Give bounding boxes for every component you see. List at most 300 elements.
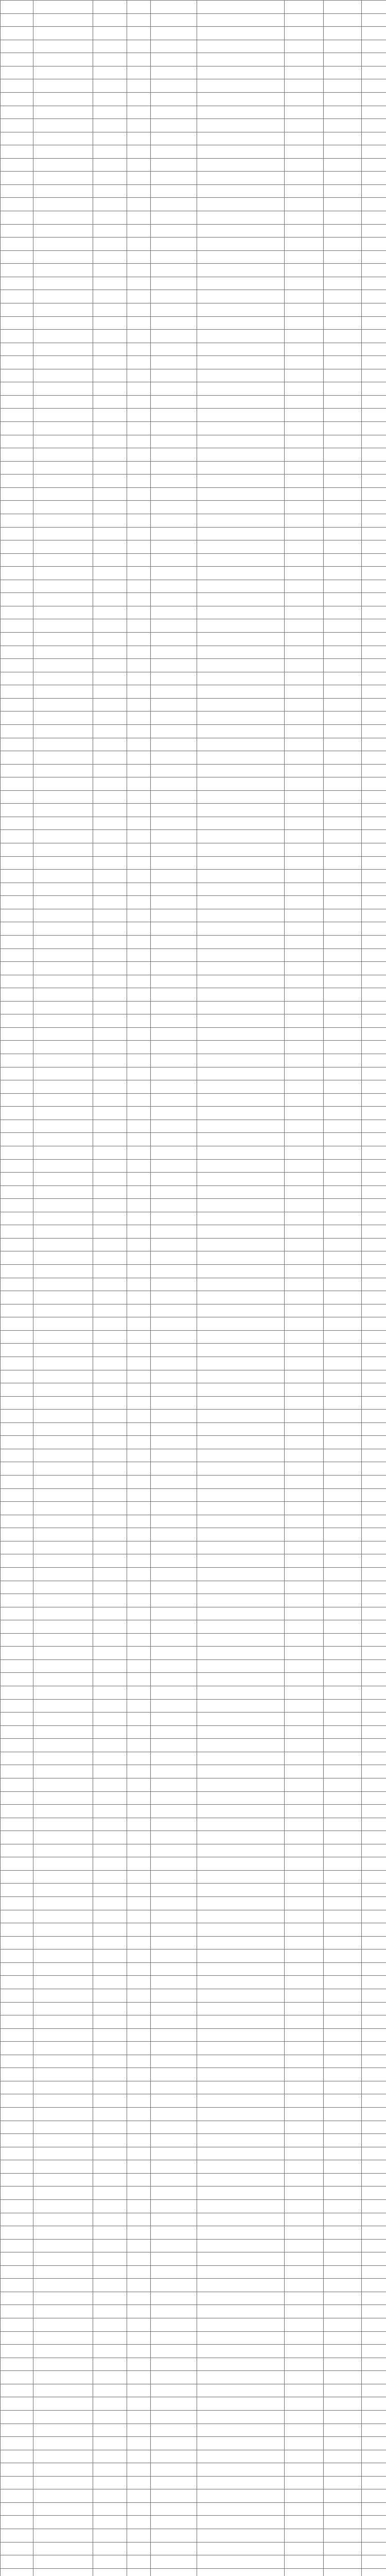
table-cell bbox=[151, 27, 197, 40]
table-cell bbox=[362, 1870, 386, 1884]
table-cell bbox=[33, 2042, 93, 2055]
table-cell bbox=[1, 1870, 33, 1884]
table-cell bbox=[285, 2199, 324, 2213]
table-cell bbox=[33, 2265, 93, 2279]
table-cell bbox=[151, 764, 197, 777]
table-cell bbox=[127, 2397, 151, 2411]
table-row bbox=[1, 633, 386, 646]
table-row bbox=[1, 106, 386, 119]
table-cell bbox=[151, 1238, 197, 1251]
table-cell bbox=[285, 685, 324, 699]
table-cell bbox=[285, 1713, 324, 1726]
table-cell bbox=[362, 224, 386, 238]
table-cell bbox=[197, 224, 285, 238]
table-cell bbox=[285, 448, 324, 462]
table-cell bbox=[127, 1159, 151, 1173]
table-cell bbox=[127, 1212, 151, 1225]
table-cell bbox=[197, 1897, 285, 1910]
table-cell bbox=[93, 435, 127, 448]
table-cell bbox=[324, 422, 362, 435]
table-cell bbox=[324, 2397, 362, 2411]
table-cell bbox=[93, 948, 127, 962]
table-cell bbox=[33, 238, 93, 251]
table-cell bbox=[285, 2345, 324, 2358]
table-cell bbox=[362, 698, 386, 711]
table-cell bbox=[151, 804, 197, 817]
table-cell bbox=[1, 856, 33, 870]
table-cell bbox=[197, 2476, 285, 2489]
table-cell bbox=[197, 1093, 285, 1107]
table-cell bbox=[33, 92, 93, 106]
table-cell bbox=[362, 1647, 386, 1660]
table-cell bbox=[93, 2502, 127, 2516]
table-cell bbox=[324, 1976, 362, 1989]
table-cell bbox=[362, 2345, 386, 2358]
table-cell bbox=[362, 1422, 386, 1436]
table-cell bbox=[127, 2437, 151, 2450]
table-cell bbox=[33, 1462, 93, 1476]
table-cell bbox=[362, 132, 386, 145]
table-cell bbox=[33, 382, 93, 396]
table-cell bbox=[197, 13, 285, 27]
table-cell bbox=[127, 2424, 151, 2437]
table-cell bbox=[127, 724, 151, 738]
table-cell bbox=[151, 1225, 197, 1239]
table-cell bbox=[1, 2437, 33, 2450]
table-cell bbox=[151, 1251, 197, 1265]
table-cell bbox=[285, 356, 324, 369]
table-cell bbox=[362, 1633, 386, 1647]
table-cell bbox=[93, 1278, 127, 1291]
table-cell bbox=[324, 2226, 362, 2240]
table-cell bbox=[285, 935, 324, 948]
table-cell bbox=[127, 1699, 151, 1713]
table-cell bbox=[151, 1923, 197, 1937]
table-cell bbox=[33, 2108, 93, 2121]
table-cell bbox=[93, 606, 127, 619]
table-row bbox=[1, 1673, 386, 1686]
table-cell bbox=[324, 1001, 362, 1014]
table-cell bbox=[93, 1647, 127, 1660]
table-cell bbox=[362, 1212, 386, 1225]
table-cell bbox=[1, 1212, 33, 1225]
table-cell bbox=[33, 711, 93, 725]
table-cell bbox=[127, 1133, 151, 1146]
table-cell bbox=[33, 119, 93, 132]
table-cell bbox=[127, 856, 151, 870]
table-row bbox=[1, 1936, 386, 1950]
table-cell bbox=[127, 764, 151, 777]
table-cell bbox=[285, 698, 324, 711]
table-cell bbox=[151, 1027, 197, 1041]
table-cell bbox=[151, 1436, 197, 1449]
table-cell bbox=[1, 1330, 33, 1344]
table-cell bbox=[285, 2028, 324, 2042]
table-row bbox=[1, 1054, 386, 1067]
table-cell bbox=[324, 356, 362, 369]
table-cell bbox=[324, 461, 362, 474]
table-cell bbox=[33, 2279, 93, 2292]
table-cell bbox=[285, 2042, 324, 2055]
table-cell bbox=[93, 474, 127, 488]
table-cell bbox=[324, 1831, 362, 1844]
table-cell bbox=[127, 1436, 151, 1449]
table-cell bbox=[1, 2055, 33, 2068]
table-cell bbox=[197, 1396, 285, 1410]
table-cell bbox=[285, 1344, 324, 1357]
table-cell bbox=[362, 2437, 386, 2450]
table-cell bbox=[285, 2450, 324, 2463]
table-cell bbox=[362, 1752, 386, 1765]
table-cell bbox=[324, 1884, 362, 1897]
table-cell bbox=[1, 461, 33, 474]
table-cell bbox=[362, 2463, 386, 2477]
table-row bbox=[1, 1410, 386, 1423]
table-row bbox=[1, 1581, 386, 1594]
table-cell bbox=[324, 2516, 362, 2529]
table-cell bbox=[285, 1212, 324, 1225]
table-cell bbox=[324, 487, 362, 501]
table-cell bbox=[362, 53, 386, 66]
table-cell bbox=[362, 527, 386, 540]
table-cell bbox=[1, 1857, 33, 1871]
table-row bbox=[1, 1133, 386, 1146]
table-cell bbox=[33, 2476, 93, 2489]
table-cell bbox=[151, 698, 197, 711]
table-cell bbox=[151, 172, 197, 185]
table-cell bbox=[33, 2239, 93, 2252]
table-cell bbox=[324, 2081, 362, 2094]
table-row bbox=[1, 1607, 386, 1620]
table-row bbox=[1, 250, 386, 264]
table-cell bbox=[285, 1594, 324, 1607]
table-cell bbox=[1, 1225, 33, 1239]
table-cell bbox=[1, 1765, 33, 1778]
table-cell bbox=[151, 1778, 197, 1791]
table-cell bbox=[197, 1107, 285, 1120]
table-cell bbox=[1, 1897, 33, 1910]
table-cell bbox=[285, 1857, 324, 1871]
table-cell bbox=[324, 1594, 362, 1607]
table-cell bbox=[1, 962, 33, 975]
table-cell bbox=[197, 1027, 285, 1041]
table-cell bbox=[324, 804, 362, 817]
table-cell bbox=[1, 2081, 33, 2094]
table-cell bbox=[151, 264, 197, 277]
table-cell bbox=[197, 896, 285, 909]
table-cell bbox=[285, 2529, 324, 2543]
table-cell bbox=[285, 2463, 324, 2477]
table-cell bbox=[33, 1778, 93, 1791]
table-cell bbox=[127, 2108, 151, 2121]
table-cell bbox=[33, 1422, 93, 1436]
table-cell bbox=[362, 382, 386, 396]
table-cell bbox=[197, 1014, 285, 1028]
table-row bbox=[1, 975, 386, 988]
table-cell bbox=[127, 646, 151, 659]
table-cell bbox=[1, 1659, 33, 1673]
table-cell bbox=[93, 698, 127, 711]
table-cell bbox=[151, 2134, 197, 2147]
table-row bbox=[1, 1647, 386, 1660]
table-cell bbox=[285, 1067, 324, 1080]
table-cell bbox=[151, 2213, 197, 2226]
table-cell bbox=[285, 172, 324, 185]
table-row bbox=[1, 1962, 386, 1976]
table-cell bbox=[93, 1659, 127, 1673]
table-cell bbox=[33, 2529, 93, 2543]
table-cell bbox=[197, 2450, 285, 2463]
table-cell bbox=[151, 1554, 197, 1568]
table-cell bbox=[127, 1001, 151, 1014]
table-row bbox=[1, 1554, 386, 1568]
table-cell bbox=[151, 2002, 197, 2015]
table-cell bbox=[1, 1647, 33, 1660]
table-cell bbox=[1, 870, 33, 883]
table-row bbox=[1, 2358, 386, 2371]
table-cell bbox=[33, 1725, 93, 1739]
table-cell bbox=[33, 633, 93, 646]
table-cell bbox=[151, 382, 197, 396]
table-row bbox=[1, 1080, 386, 1094]
table-cell bbox=[1, 567, 33, 580]
table-cell bbox=[33, 1476, 93, 1489]
table-cell bbox=[127, 2516, 151, 2529]
table-cell bbox=[93, 2397, 127, 2411]
table-cell bbox=[324, 1950, 362, 1963]
table-row bbox=[1, 527, 386, 540]
table-cell bbox=[127, 2002, 151, 2015]
table-cell bbox=[127, 448, 151, 462]
table-cell bbox=[324, 2002, 362, 2015]
table-cell bbox=[127, 870, 151, 883]
table-cell bbox=[324, 1962, 362, 1976]
table-cell bbox=[1, 1725, 33, 1739]
table-cell bbox=[362, 1805, 386, 1818]
table-cell bbox=[33, 2134, 93, 2147]
table-cell bbox=[324, 1, 362, 14]
table-cell bbox=[127, 2134, 151, 2147]
table-cell bbox=[1, 1541, 33, 1554]
table-cell bbox=[93, 1581, 127, 1594]
table-row bbox=[1, 2516, 386, 2529]
table-cell bbox=[1, 2463, 33, 2477]
table-cell bbox=[127, 540, 151, 554]
table-cell bbox=[197, 909, 285, 922]
table-cell bbox=[324, 777, 362, 791]
table-cell bbox=[197, 830, 285, 843]
table-cell bbox=[93, 198, 127, 211]
table-row bbox=[1, 211, 386, 225]
table-cell bbox=[93, 1910, 127, 1923]
table-cell bbox=[127, 751, 151, 765]
table-cell bbox=[1, 172, 33, 185]
table-cell bbox=[197, 316, 285, 330]
table-cell bbox=[362, 1831, 386, 1844]
table-cell bbox=[1, 158, 33, 172]
table-cell bbox=[285, 2121, 324, 2134]
table-cell bbox=[127, 1173, 151, 1186]
table-row bbox=[1, 119, 386, 132]
table-cell bbox=[93, 211, 127, 225]
table-cell bbox=[93, 356, 127, 369]
table-cell bbox=[324, 211, 362, 225]
table-cell bbox=[197, 540, 285, 554]
table-cell bbox=[285, 1725, 324, 1739]
table-cell bbox=[151, 1725, 197, 1739]
table-cell bbox=[324, 1199, 362, 1212]
table-cell bbox=[93, 633, 127, 646]
table-cell bbox=[127, 1422, 151, 1436]
table-cell bbox=[1, 2318, 33, 2332]
table-row bbox=[1, 1897, 386, 1910]
table-cell bbox=[127, 66, 151, 79]
table-row bbox=[1, 685, 386, 699]
table-cell bbox=[33, 1528, 93, 1541]
table-cell bbox=[362, 896, 386, 909]
table-cell bbox=[93, 777, 127, 791]
table-cell bbox=[362, 2371, 386, 2384]
table-cell bbox=[151, 817, 197, 830]
table-cell bbox=[362, 1278, 386, 1291]
table-cell bbox=[1, 356, 33, 369]
table-cell bbox=[285, 158, 324, 172]
table-cell bbox=[197, 1278, 285, 1291]
table-cell bbox=[285, 619, 324, 633]
table-cell bbox=[1, 804, 33, 817]
table-cell bbox=[33, 2568, 93, 2576]
table-cell bbox=[93, 53, 127, 66]
table-cell bbox=[362, 1093, 386, 1107]
table-cell bbox=[197, 1291, 285, 1304]
table-cell bbox=[324, 2318, 362, 2332]
table-cell bbox=[1, 1344, 33, 1357]
table-cell bbox=[285, 1923, 324, 1937]
table-row bbox=[1, 1884, 386, 1897]
table-cell bbox=[127, 738, 151, 751]
table-cell bbox=[127, 948, 151, 962]
table-cell bbox=[197, 790, 285, 804]
table-cell bbox=[33, 1567, 93, 1581]
table-row bbox=[1, 1778, 386, 1791]
table-row bbox=[1, 1304, 386, 1317]
table-cell bbox=[127, 975, 151, 988]
table-cell bbox=[127, 395, 151, 409]
table-cell bbox=[324, 2108, 362, 2121]
table-cell bbox=[1, 1462, 33, 1476]
table-cell bbox=[197, 2094, 285, 2108]
table-cell bbox=[151, 2094, 197, 2108]
table-cell bbox=[151, 1476, 197, 1489]
table-cell bbox=[127, 1581, 151, 1594]
table-cell bbox=[151, 395, 197, 409]
table-cell bbox=[33, 1120, 93, 1133]
table-cell bbox=[197, 1410, 285, 1423]
table-row bbox=[1, 2305, 386, 2318]
table-cell bbox=[285, 290, 324, 303]
table-cell bbox=[197, 448, 285, 462]
table-cell bbox=[93, 40, 127, 53]
table-row bbox=[1, 2081, 386, 2094]
table-cell bbox=[362, 2397, 386, 2411]
table-cell bbox=[151, 2476, 197, 2489]
table-row bbox=[1, 2371, 386, 2384]
table-cell bbox=[127, 2358, 151, 2371]
table-cell bbox=[127, 1502, 151, 1515]
table-row bbox=[1, 988, 386, 1002]
table-cell bbox=[127, 1225, 151, 1239]
table-cell bbox=[324, 2502, 362, 2516]
table-cell bbox=[362, 303, 386, 316]
table-cell bbox=[1, 1410, 33, 1423]
table-cell bbox=[285, 2437, 324, 2450]
table-cell bbox=[33, 1199, 93, 1212]
table-cell bbox=[33, 1225, 93, 1239]
table-cell bbox=[197, 2147, 285, 2160]
table-cell bbox=[33, 1370, 93, 1383]
table-cell bbox=[151, 2384, 197, 2397]
table-cell bbox=[324, 2055, 362, 2068]
table-cell bbox=[151, 330, 197, 343]
table-cell bbox=[93, 580, 127, 593]
table-cell bbox=[197, 1870, 285, 1884]
table-cell bbox=[285, 1699, 324, 1713]
table-cell bbox=[285, 553, 324, 567]
table-cell bbox=[151, 1041, 197, 1054]
table-cell bbox=[33, 567, 93, 580]
table-cell bbox=[285, 2226, 324, 2240]
table-cell bbox=[33, 804, 93, 817]
table-cell bbox=[1, 435, 33, 448]
table-cell bbox=[151, 633, 197, 646]
table-cell bbox=[151, 79, 197, 93]
table-row bbox=[1, 2002, 386, 2015]
table-cell bbox=[362, 2476, 386, 2489]
table-cell bbox=[324, 883, 362, 896]
table-cell bbox=[197, 804, 285, 817]
table-cell bbox=[33, 1910, 93, 1923]
table-cell bbox=[324, 856, 362, 870]
table-cell bbox=[33, 2502, 93, 2516]
table-cell bbox=[285, 66, 324, 79]
table-cell bbox=[151, 2516, 197, 2529]
table-cell bbox=[197, 184, 285, 198]
table-cell bbox=[324, 922, 362, 936]
table-cell bbox=[362, 1581, 386, 1594]
table-cell bbox=[324, 2555, 362, 2569]
table-cell bbox=[324, 2252, 362, 2266]
table-cell bbox=[33, 184, 93, 198]
table-cell bbox=[362, 672, 386, 685]
table-cell bbox=[93, 1765, 127, 1778]
table-cell bbox=[93, 1027, 127, 1041]
table-cell bbox=[1, 316, 33, 330]
table-cell bbox=[362, 2160, 386, 2174]
table-cell bbox=[151, 593, 197, 606]
table-cell bbox=[127, 606, 151, 619]
table-cell bbox=[127, 790, 151, 804]
table-cell bbox=[127, 145, 151, 159]
table-cell bbox=[197, 303, 285, 316]
table-cell bbox=[1, 1449, 33, 1462]
table-cell bbox=[197, 2173, 285, 2187]
table-cell bbox=[324, 1251, 362, 1265]
table-cell bbox=[93, 1739, 127, 1752]
table-cell bbox=[93, 1818, 127, 1831]
table-cell bbox=[1, 1554, 33, 1568]
table-cell bbox=[285, 211, 324, 225]
table-cell bbox=[33, 724, 93, 738]
